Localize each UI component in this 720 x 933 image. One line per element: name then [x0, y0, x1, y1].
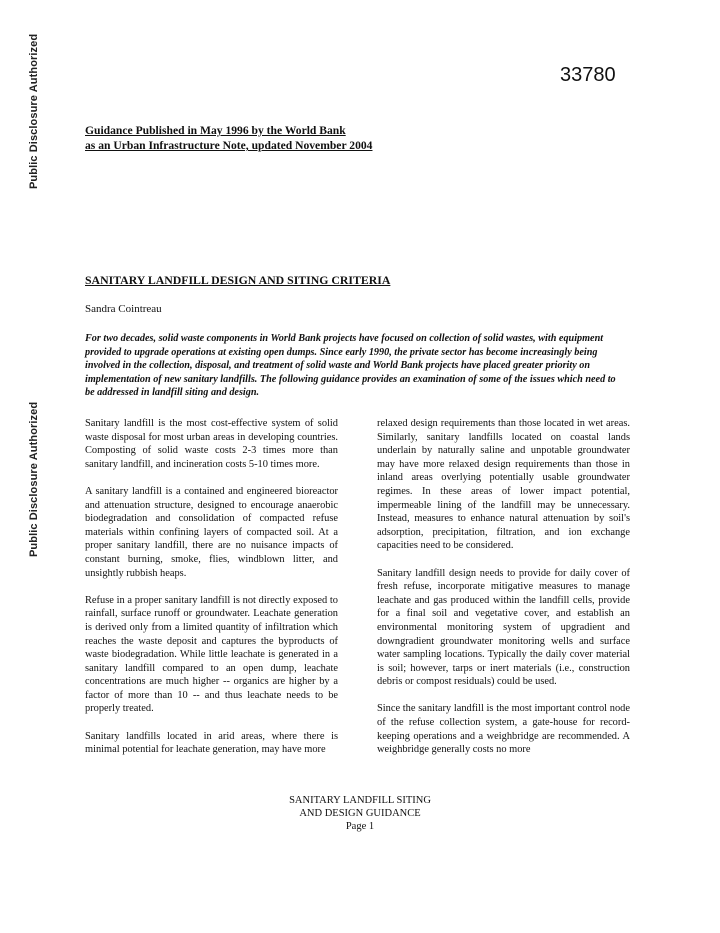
- disclosure-stamp-middle: Public Disclosure Authorized: [28, 401, 40, 557]
- page-footer: [250, 794, 470, 833]
- author: Sandra Cointreau: [85, 303, 162, 315]
- disclosure-stamp-top: Public Disclosure Authorized: [28, 33, 40, 189]
- document-number: 33780: [560, 64, 616, 86]
- paragraph: Sanitary landfill design needs to provide for daily cover of fresh refuse, incorporate mitigative measures to manage leachate and gas produced within the landfill cells, provide for a final soil and vegetative cover, and establish an environmental monitoring system of upgradient and downgradient groundwater monitoring wells and surface water sampling locations. Typically the daily cover material is soil; however, tarps or inert materials (i.e., construction debris or compost residuals) could be used.: [377, 567, 630, 688]
- paragraph: Refuse in a proper sanitary landfill is not directly exposed to rainfall, surface runoff or groundwater. Leachate generation is derived only from a limited quantity of infiltration which reaches the waste deposit and captures the byproducts of waste biodegradation. While little leachate is generated in a sanitary landfill compared to an open dump, leachate concentrations are much higher -- organics are higher by a factor of more than 10 -- and thus leachate needs to be properly treated.: [85, 594, 338, 715]
- footer-line1: SANITARY LANDFILL SITING: [289, 795, 431, 806]
- publication-note-line1: Guidance Published in May 1996 by the World Bank: [85, 124, 346, 137]
- paragraph: relaxed design requirements than those located in wet areas. Similarly, sanitary landfills located on coastal lands underlain by naturally saline and unpotable groundwater may have more relaxed design requirements than those in inland areas overlying potentially usable groundwater regimes. In these areas of lower impact potential, impermeable lining of the landfill may be unnecessary. Instead, measures to enhance natural attenuation by soil's adsorption, precipitation, filtration, and ion exchange capacities need to be considered.: [377, 418, 630, 552]
- footer-line2: AND DESIGN GUIDANCE: [299, 808, 421, 819]
- left-column: [85, 417, 338, 770]
- document-title: SANITARY LANDFILL DESIGN AND SITING CRITERIA: [85, 273, 391, 287]
- page-number: Page 1: [345, 821, 375, 832]
- right-column: [377, 417, 630, 770]
- paragraph: Sanitary landfill is the most cost-effective system of solid waste disposal for most urban areas in developing countries. Composting of solid waste costs 2-3 times more than sanitary landfill, and incineration costs 5-10 times more.: [85, 418, 338, 470]
- paragraph: Since the sanitary landfill is the most important control node of the refuse collection system, a gate-house for record-keeping operations and a weighbridge are recommended. A weighbridge generally costs no more: [377, 703, 630, 756]
- paragraph: A sanitary landfill is a contained and engineered bioreactor and attenuation structure, designed to encourage anaerobic biodegradation and consolidation of compacted refuse materials within confining layers of compacted soil. At a proper sanitary landfill, there are no nuisance impacts of constant burning, smoke, flies, windblown litter, and unsightly rubbish heaps.: [85, 485, 338, 579]
- abstract: For two decades, solid waste components in World Bank projects have focused on collection of solid wastes, with equipment provided to upgrade operations at existing open dumps. Since early 1990, the private sector has become increasingly being involved in the collection, disposal, and treatment of solid waste and World Bank projects have placed greater priority on implementation of new sanitary landfills. The following guidance provides an examination of some of the issues which need to be addressed in landfill siting and design.: [85, 333, 616, 399]
- publication-note-line2: as an Urban Infrastructure Note, updated November 2004: [85, 139, 373, 152]
- paragraph: Sanitary landfills located in arid areas, where there is minimal potential for leachate generation, may have more: [85, 730, 338, 756]
